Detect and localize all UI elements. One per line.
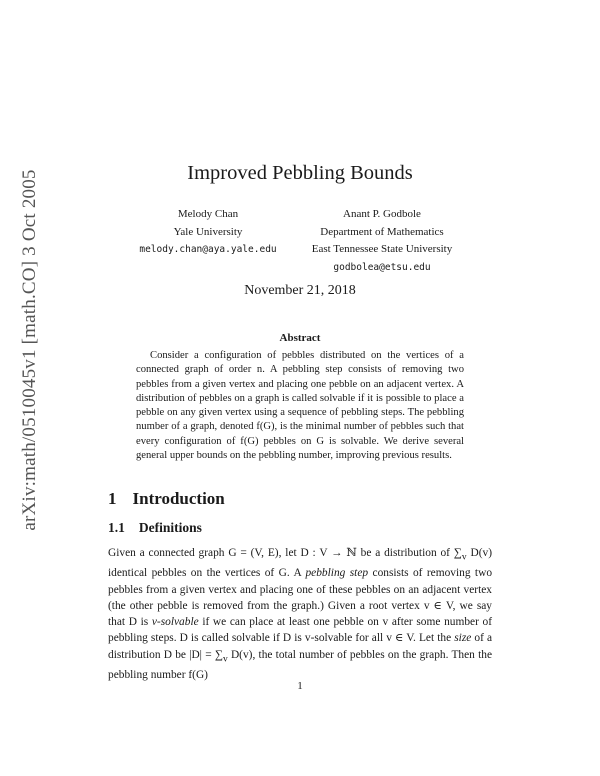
author-affiliation: Department of Mathematics bbox=[320, 225, 444, 238]
term-size: size bbox=[454, 632, 472, 645]
page-number: 1 bbox=[297, 680, 303, 692]
author-affiliation-2: East Tennessee State University bbox=[311, 243, 453, 255]
arxiv-sidebar bbox=[18, 150, 42, 550]
body-text-part: D(v) identical pebbles on the vertices of G. A bbox=[108, 547, 493, 580]
author-affiliation: Yale University bbox=[173, 225, 243, 238]
body-text-part: consists of removing two pebbles from a given vertex and placing one of these pebbles on an adjacent vertex (the other pebble is removed from the graph.) Given a root vertex v ∈ V, we say that D is bbox=[108, 567, 493, 629]
subsection-title: Definitions bbox=[138, 520, 202, 535]
paper-title: Improved Pebbling Bounds bbox=[187, 162, 413, 184]
paper-date: November 21, 2018 bbox=[244, 283, 356, 298]
arxiv-stamp: arXiv:math/0510045v1 [math.CO] 3 Oct 2005 bbox=[19, 169, 40, 531]
term-v-solvable: v-solvable bbox=[151, 616, 199, 629]
section-number: 1 bbox=[108, 489, 117, 508]
author-name: Melody Chan bbox=[177, 208, 239, 220]
term-pebbling-step: pebbling step bbox=[305, 567, 369, 580]
body-subscript: v bbox=[222, 653, 228, 664]
abstract-heading: Abstract bbox=[279, 332, 321, 344]
author-name: Anant P. Godbole bbox=[343, 208, 421, 220]
subsection-heading bbox=[108, 520, 202, 536]
section-heading bbox=[108, 489, 225, 509]
author-block-1 bbox=[108, 206, 308, 259]
body-text-part: D(v), the total number of pebbles on the graph. Then the pebbling number f(G) bbox=[108, 648, 492, 681]
body-subscript: v bbox=[461, 552, 467, 563]
body-text-part: of a distribution D be |D| = ∑ bbox=[108, 632, 493, 661]
subsection-number: 1.1 bbox=[108, 520, 125, 535]
author-email: godbolea@etsu.edu bbox=[333, 261, 431, 273]
body-text-part: if we can place at least one pebble on v after some number of pebbling steps. D is called solvable if D is v-solvable for all v ∈ V. Let the bbox=[108, 616, 492, 645]
author-block-2 bbox=[282, 206, 482, 276]
body-paragraph bbox=[108, 545, 492, 683]
abstract-text: Consider a configuration of pebbles distributed on the vertices of a connected graph of order n. A pebbling step consists of removing two pebbles from a given vertex and placing one pebble on an adjacent vertex. A distribution of pebbles on a graph is called solvable if it is possible to place a pebble on any given vertex using a sequence of pebbling steps. The pebbling number of a graph, denoted f(G), is the minimal number of pebbles such that every configuration of f(G) pebbles on G is solvable. We derive several general upper bounds on the pebbling number, improving previous results. bbox=[136, 350, 464, 462]
body-text-part: Given a connected graph G = (V, E), let D : V → ℕ be a distribution of ∑ bbox=[108, 547, 462, 559]
author-email: melody.chan@aya.yale.edu bbox=[139, 244, 277, 255]
section-title: Introduction bbox=[132, 489, 225, 508]
